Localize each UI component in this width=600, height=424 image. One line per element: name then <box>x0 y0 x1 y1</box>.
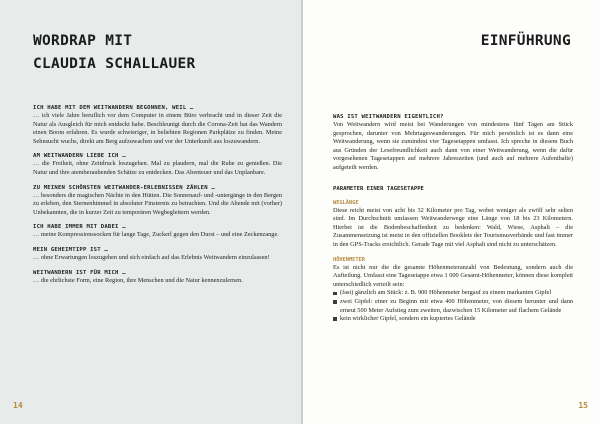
hoehenmeter-text: Es ist nicht nur die die gesamte Höhenmeteranzahl von Bedeutung, sondern auch die Aufteilung. Umfasst eine Tagesetappe etwa 1 000 Gesamt-Höhenmeter, können diese komplett unterschiedlich verteilt sein: <box>333 263 573 288</box>
answer-text: … die Freiheit, ohne Zeitdruck loszugehen. Mal zu plaudern, mal die Ruhe zu genießen. Die Natur und ihre atemberaubenden Schätze zu entdecken. Das Abenteuer und das Unplanbare. <box>33 160 282 176</box>
intro-heading: WAS IST WEITWANDERN EIGENTLICH? <box>333 114 444 120</box>
introduction-column <box>333 113 573 324</box>
question-heading: WEITWANDERN IST FÜR MICH … <box>33 269 126 276</box>
bullet-square-icon <box>333 300 337 304</box>
list-item <box>333 289 573 298</box>
list-item <box>333 298 573 315</box>
question-heading: ICH HABE IMMER MIT DABEI … <box>33 224 126 231</box>
bullet-square-icon <box>333 292 337 296</box>
right-page <box>303 0 600 424</box>
section-heading: PARAMETER EINER TAGESETAPPE <box>333 185 424 192</box>
answer-text: … besonders die magischen Nächte in den Hütten. Die Sonnenauf- und -untergänge in den Bergen zu erleben, den Sternenhimmel in absoluter Finsternis zu betrachten. Und die Abende mit (vorher) Unbekannten, die in kurzer Zeit zu temporären Wegbegleitern werden. <box>33 191 282 216</box>
left-page-title <box>33 30 196 76</box>
right-page-title: EINFÜHRUNG <box>480 33 571 49</box>
answer-text: … die ehrlichste Form, eine Region, ihre Menschen und die Natur kennenzulernen. <box>33 276 243 284</box>
question-heading: MEIN GEHEIMTIPP IST … <box>33 246 108 253</box>
subheading-weglaenge: WEGLÄNGE <box>333 199 359 206</box>
page-number-right: 15 <box>578 401 588 410</box>
subheading-hoehenmeter: HÖHENMETER <box>333 256 365 263</box>
weglaenge-text: Diese reicht meist von acht bis 32 Kilometer pro Tag, wobei weniger als zwölf sehr selten sind. Im Durchschnitt umfassen Weitwanderwege eine Länge von 18 bis 23 Kilometern. Hierbei ist die Bodenbeschaffenheit zu bedenken: Wald, Wiese, Asphalt – die Zusammensetzung ist meist in den offiziellen Booklets der Tourismusverbände und fast immer in den GPS-Tracks ersichtlich. Gerade Tage mit viel Asphalt sind nicht zu unterschätzen. <box>333 206 573 248</box>
question-heading: AM WEITWANDERN LIEBE ICH … <box>33 153 126 160</box>
title-line-1: WORDRAP MIT <box>33 33 133 49</box>
answer-text: … ohne Erwartungen loszugehen und sich einfach auf das Erlebnis Weitwandern einzulassen! <box>33 253 270 261</box>
answer-text: … ich viele Jahre beruflich vor dem Computer in einem Büro verbracht und in dieser Zeit die Natur als Ausgleich für mich entdeckt habe. Beschleunigt durch die Corona-Zeit hat das Wandern einen Boom erfahren. Es wurde schwieriger, in beliebten Regionen Parkplätze zu finden. Meine Sehnsucht wuchs, direkt am Berg aufzuwachen und vor der Unterkunft aus loszuwandern. <box>33 112 282 145</box>
list-item-text: (fast) gänzlich am Stück: z. B. 900 Höhenmeter bergauf zu einem markanten Gipfel <box>340 289 552 297</box>
list-item-text: zwei Gipfel: einer zu Beginn mit etwa 400 Höhenmeter, von diesem herunter und dann erneut 500 Meter Aufstieg zum zweiten, dazwischen 15 Kilometer auf flachem Gelände <box>340 297 573 314</box>
bullet-square-icon <box>333 317 337 321</box>
intro-text: Von Weitwandern wird meist bei Wanderungen von mindestens fünf Tagen am Stück gesprochen, darunter von Mehrtageswanderungen. Für mich persönlich ist es dann eine Weitwanderung, wenn sie zumindest vier Tagesetappen umfasst. Ich spreche in diesem Buch aus Gründen der Lesefreundlichkeit auch dann von einer Weitwanderung, wenn die dafür vorgesehenen Tagesetappen auf mehrere Jahreszeiten (und auch auf mehrere Aufenthalte) aufgeteilt werden. <box>333 121 573 171</box>
answer-text: … meine Kompressionssocken für lange Tage, Zuckerl gegen den Durst – und eine Zeckenzange. <box>33 231 279 239</box>
interview-column <box>33 104 282 285</box>
title-line-2: CLAUDIA SCHALLAUER <box>33 56 196 72</box>
list-item-text: kein wirklicher Gipfel, sondern ein kupiertes Gelände <box>340 315 476 323</box>
question-heading: ICH HABE MIT DEM WEITWANDERN BEGONNEN, WEIL … <box>33 105 194 111</box>
page-number-left: 14 <box>13 401 23 410</box>
list-item <box>333 315 573 324</box>
question-heading: ZU MEINEN SCHÖNSTEN WEITWANDER-ERLEBNISSEN ZÄHLEN … <box>33 184 215 191</box>
bullet-list <box>333 289 573 323</box>
